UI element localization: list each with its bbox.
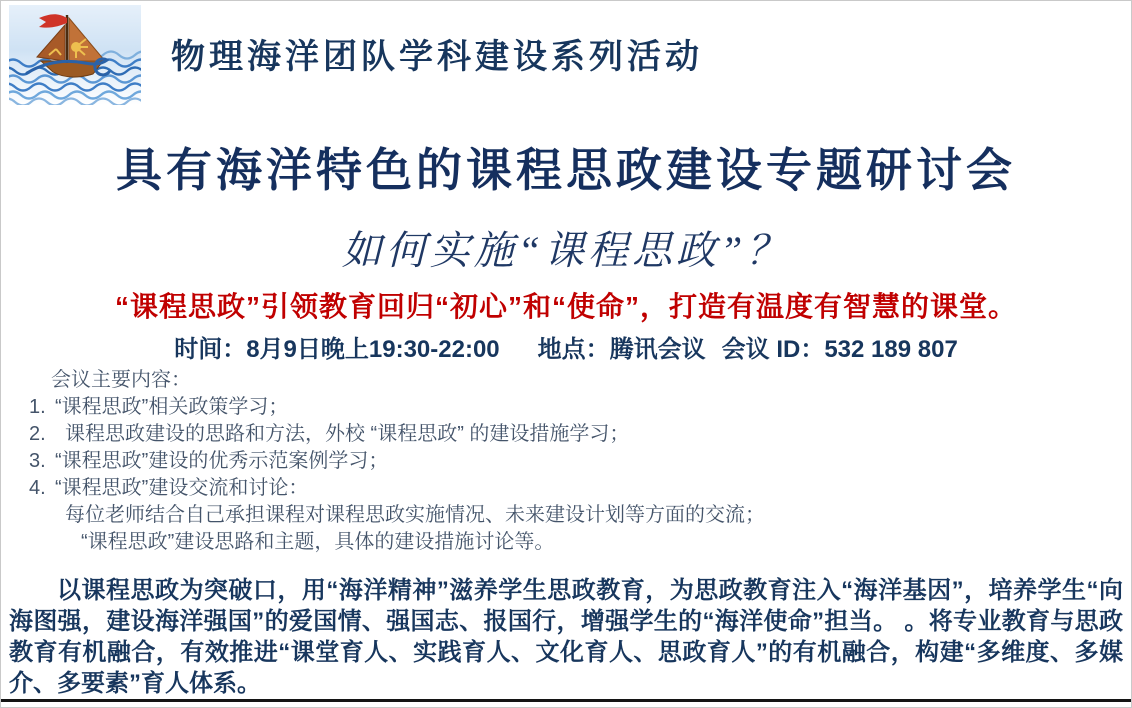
highlight-slogan: “课程思政”引领教育回归“初心”和“使命”，打造有温度有智慧的课堂。 xyxy=(114,291,1017,322)
agenda-item-number: 4. xyxy=(29,477,46,499)
agenda-heading: 会议主要内容： xyxy=(51,369,191,391)
agenda-item-text: “课程思政”建设的优秀示范案例学习； xyxy=(55,450,389,472)
closing-paragraph: 以课程思政为突破口，用“海洋精神”滋养学生思政教育，为思政教育注入“海洋基因”，培养学生“向海图强，建设海洋强国”的爱国情、强国志、报国行，增强学生的“海洋使命”担当。 。将专业教育与思政教育有机融合，有效推进“课堂育人、实践育人、文化育人、思政育人”的有机融合，构建“多维度、多媒介、多要素”育人体系。 xyxy=(9,577,1123,697)
meeting-location: 地点：腾讯会议 xyxy=(537,336,706,363)
meeting-id: 会议 ID：532 189 807 xyxy=(721,336,958,363)
agenda-subitem-1: 每位老师结合自己承担课程对课程思政实施情况、未来建设计划等方面的交流； xyxy=(65,504,765,526)
agenda-item-number: 3. xyxy=(29,450,46,472)
agenda-item-2 xyxy=(29,421,1114,448)
agenda-item-text: “课程思政”建设交流和讨论： xyxy=(55,477,309,499)
sailboat-logo xyxy=(9,5,141,105)
bottom-divider xyxy=(1,699,1131,702)
agenda-item-3 xyxy=(29,448,1114,475)
series-label: 物理海洋团队学科建设系列活动 xyxy=(171,38,703,76)
agenda-item-4 xyxy=(29,475,1114,502)
meeting-meta xyxy=(1,329,1131,364)
agenda-item-text: 课程思政建设的思路和方法，外校 “课程思政” 的建设措施学习； xyxy=(65,423,630,445)
agenda-item-number: 2. xyxy=(29,423,46,445)
agenda-subitem-2: “课程思政”建设思路和主题，具体的建设措施讨论等。 xyxy=(81,531,555,553)
page-title: 具有海洋特色的课程思政建设专题研讨会 xyxy=(116,144,1016,196)
agenda-item-1 xyxy=(29,394,1114,421)
agenda-item-number: 1. xyxy=(29,396,46,418)
sailboat-waves-icon xyxy=(9,5,141,105)
agenda xyxy=(29,367,1114,556)
subtitle-question: 如何实施“课程思政”？ xyxy=(341,228,791,273)
meeting-time: 时间：8月9日晚上19:30-22:00 xyxy=(174,336,500,363)
agenda-item-text: “课程思政”相关政策学习； xyxy=(55,396,289,418)
